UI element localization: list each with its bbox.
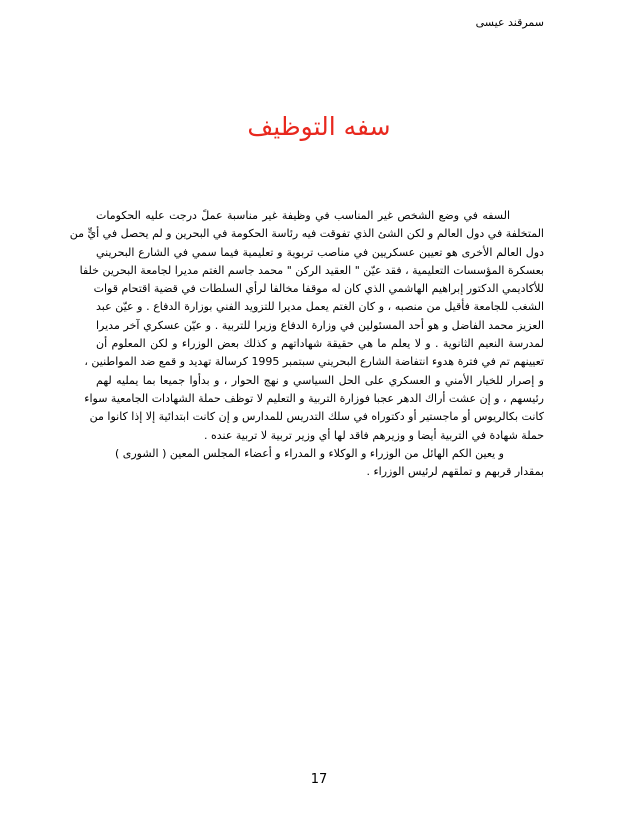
paragraph-line: كانت بكالريوس أو ماجستير أو دكتوراه في سلك التدريس للمدارس و إن كانت ابتدائية إلا إذا كانوا من: [89, 410, 544, 424]
paragraph-line: للأكاديمي الدكتور إبراهيم الهاشمي الذي كان له موقفا مخالفا لرأي السلطات في قضية اقتحام قوات: [93, 282, 544, 296]
paragraph-line: تعيينهم تم في فترة هدوء انتفاضة الشارع البحريني سبتمبر 1995 كرسالة تهديد و قمع ضد المواطنين ،: [84, 355, 544, 369]
paragraph-line: بعسكرة المؤسسات التعليمية ، فقد عيّن " العقيد الركن " محمد جاسم الغتم مديرا لجامعة البحرين خلفا: [79, 263, 544, 277]
page-title: سفه التوظيف: [247, 112, 391, 141]
paragraph-line: لمدرسة النعيم الثانوية . و لا يعلم ما هي حقيقة شهاداتهم و كذلك بعض الوزراء و لكن المعلوم أن: [96, 337, 544, 351]
paragraph-line: رئيسهم ، و إن عشت أراك الدهر عجبا فوزارة التربية و التعليم لا توظف حملة الشهادات الجامعية سواء: [84, 391, 544, 405]
paragraph-line: دول العالم الأخرى هو تعيين عسكريين في مناصب تربوية و تعليمية فيما سمي في الشارع البحريني: [96, 245, 544, 259]
body-paragraph: [69, 207, 544, 481]
paragraph-line: حملة شهادة في التربية أيضا و وزيرهم فاقد لها أي وزير تربية لا تربية عنده .: [204, 428, 544, 442]
paragraph-line: الشغب للجامعة فأقيل من منصبه ، و كان الغتم يعمل مديرا للتزويد الفني بوزارة الدفاع . و عيّن عبد: [96, 300, 544, 314]
paragraph-line: السفه في وضع الشخص غير المناسب في وظيفة غير مناسبة عملً درجت عليه الحكومات: [96, 209, 510, 222]
page-number: 17: [310, 772, 328, 787]
paragraph-line: بمقدار قربهم و تملقهم لرئيس الوزراء .: [366, 465, 544, 479]
paragraph-line: المتخلفة في دول العالم و لكن الشئ الذي تفوقت فيه رئاسة الحكومة في البحرين و لم يحصل في أيٍّ من: [69, 227, 544, 241]
author-header: سمرقند عيسى: [475, 16, 544, 29]
paragraph-line: و إصرار للخيار الأمني و العسكري على الحل السياسي و نهج الحوار ، و بدأوا جميعا بما يمليه لهم: [96, 373, 544, 387]
paragraph-line: العزيز محمد الفاضل و هو أحد المسئولين في وزارة الدفاع وزيرا للتربية . و عيّن عسكري آخر مديرا: [96, 318, 544, 332]
paragraph-line: و يعين الكم الهائل من الوزراء و الوكلاء و المدراء و أعضاء المجلس المعين ( الشورى ): [114, 446, 504, 460]
